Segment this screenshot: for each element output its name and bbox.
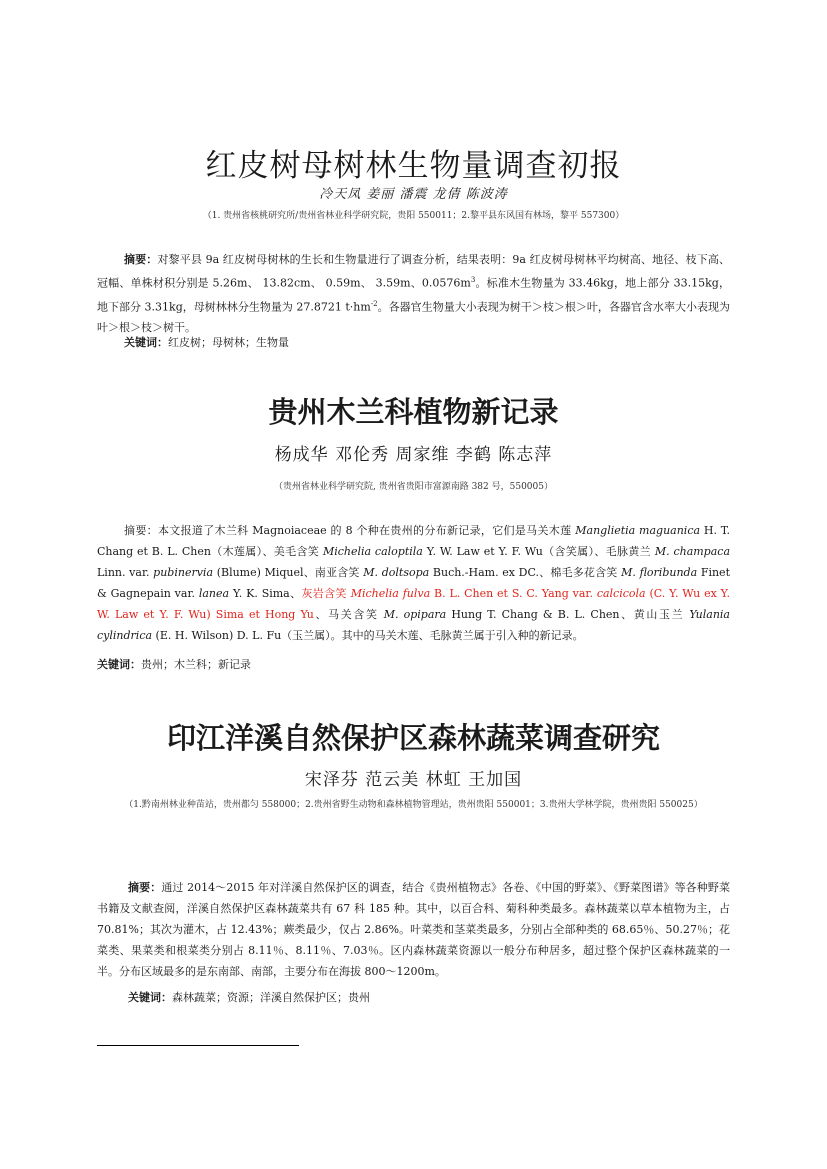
keywords-label: 关键词： [124,336,168,349]
article3-keywords [128,989,370,1005]
article2-title: 贵州木兰科植物新记录 [268,395,559,429]
article3-authors: 宋泽芬 范云美 林虹 王加国 [304,770,523,790]
highlighted-text: B. L. Chen et S. C. Yang var. [430,587,597,600]
abstract-text: Finet & Gagnepain var. [97,566,730,600]
abstract-text: 。标准木生物量为 33.46kg，地上部分 33.15kg，地下部分 3.31kg，母树林林分生物量为 27.8721 t·hm [97,276,730,314]
abstract-text: (Blume) Miquel、南亚含笑 [213,566,364,579]
article3-affiliation: （1.黔南州林业种苗站，贵州都匀 558000；2.贵州省野生动物和森林植物管理站，贵州贵阳 550001；3.贵州大学林学院，贵州贵阳 550025） [124,800,703,810]
abstract-label: 摘要： [124,253,158,266]
abstract-text: 通过 2014～2015 年对洋溪自然保护区的调查，结合《贵州植物志》各卷、《中国的野菜》、《野菜图谱》等各种野菜书籍及文献查阅，洋溪自然保护区森林蔬菜共有 67 科 185 种。其中，以百合科、菊科种类最多。森林蔬菜以草本植物为主，占 70.81%；其次为灌木，占 12.43%；蕨类最少，仅占 2.86%。叶菜类和茎菜类最多，分别占全部种类的 68.65％、50.27％；花菜类、果菜类和根菜类分别占 8.11％、8.11％、7.03％。区内森林蔬菜资源以一般分布种居多，超过整个保护区森林蔬菜的一半。分布区域最多的是东南部、南部，主要分布在海拔 800～1200m。 [97,881,731,978]
article1-abstract [97,249,730,338]
article1-title: 红皮树母树林生物量调查初报 [205,148,622,184]
article1-authors: 冷天凤 姜丽 潘震 龙倩 陈波涛 [319,187,508,202]
abstract-text: 对黎平县 9a 红皮树母树林的生长和生物量进行了调查分析，结果表明：9a 红皮树母树林平均树高、地径、枝下高、冠幅、单株材积分别是 5.26m、 13.82cm、 0.59m、 3.59m、0.0576m [97,253,730,290]
keywords-text: 贵州；木兰科；新记录 [141,658,251,671]
article2-affiliation: （贵州省林业科学研究院, 贵州省贵阳市富源南路 382 号，550005） [274,482,553,492]
article2-authors: 杨成华 邓伦秀 周家维 李鹤 陈志萍 [274,445,553,465]
article3-abstract [97,877,730,982]
keywords-text: 森林蔬菜；资源；洋溪自然保护区；贵州 [172,991,370,1004]
superscript: -2 [370,299,378,308]
keywords-label: 关键词： [128,991,172,1004]
abstract-text: Linn. var. [97,566,154,579]
abstract-label: 摘要： [128,881,162,894]
article2-abstract [97,520,730,646]
abstract-text: Hung T. Chang & B. L. Chen、黄山玉兰 [446,608,690,621]
species-name: M. opipara [383,608,447,621]
species-name: pubinervia [153,566,214,579]
species-name: M. champaca [654,545,731,558]
keywords-text: 红皮树；母树林；生物量 [168,336,289,349]
article1-affiliation: （1. 贵州省核桃研究所/贵州省林业科学研究院，贵阳 550011；2.黎平县东风国有林场，黎平 557300） [202,211,625,221]
abstract-text: Buch.-Ham. ex DC.、棉毛多花含笑 [429,566,622,579]
abstract-text: Y. K. Sima、 [229,587,302,600]
footnote-divider [97,1045,299,1046]
article2-keywords [97,656,251,672]
species-name: M. doltsopa [363,566,430,579]
abstract-text: (E. H. Wilson) D. L. Fu（玉兰属）。其中的马关木莲、毛脉黄兰属于引入种的新记录。 [152,629,584,642]
article3-title: 印江洋溪自然保护区森林蔬菜调查研究 [166,721,660,755]
highlighted-text: (C. Y. Wu ex Y. W. Law et Y. F. Wu) Sima et Hong Yu [97,587,731,621]
superscript: 3 [470,276,476,284]
species-name: Michelia caloptila [322,545,423,558]
species-name: Manglietia maguanica [575,524,701,537]
abstract-text: 。各器官生物量大小表现为树干＞枝＞根＞叶，各器官含水率大小表现为叶＞根＞枝＞树干。 [97,300,730,335]
species-name: M. floribunda [621,566,698,579]
highlighted-species-name: Michelia fulva [350,587,431,600]
article1-keywords [124,334,289,350]
keywords-label: 关键词： [97,658,141,671]
abstract-text: 、马关含笑 [313,608,384,621]
abstract-text: Y. W. Law et Y. F. Wu（含笑属）、毛脉黄兰 [422,545,655,558]
abstract-text: H. T. Chang et B. L. Chen（木莲属）、美毛含笑 [97,524,730,558]
species-name: lanea [198,587,230,600]
highlighted-text: 灰岩含笑 [301,587,351,600]
abstract-text: 摘要：本文报道了木兰科 Magnoiaceae 的 8 个种在贵州的分布新记录，它们是马关木莲 [124,524,576,537]
species-name: Yulania cylindrica [97,608,730,642]
highlighted-species-name: calcicola [596,587,646,600]
